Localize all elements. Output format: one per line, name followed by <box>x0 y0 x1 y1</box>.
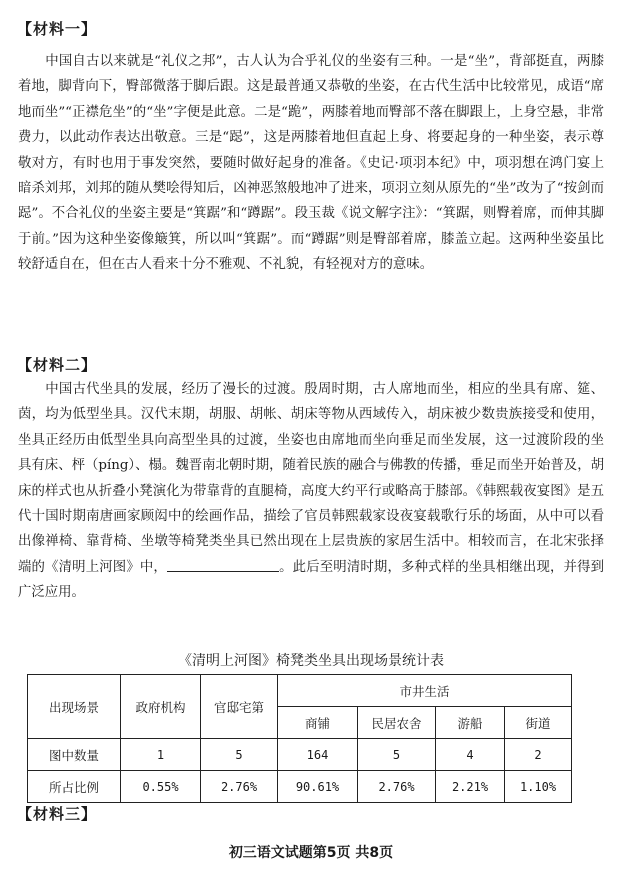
row-header-scene: 出现场景 <box>28 675 121 739</box>
ratio-cell: 2.76% <box>201 771 278 803</box>
col-boat: 游船 <box>436 707 505 739</box>
count-cell: 5 <box>201 739 278 771</box>
col-shop: 商铺 <box>278 707 358 739</box>
table-row-count <box>28 739 572 771</box>
table-title: 《清明上河图》椅凳类坐具出现场景统计表 <box>178 653 444 669</box>
col-gov: 政府机构 <box>121 675 201 739</box>
fill-in-blank[interactable] <box>167 558 279 572</box>
ratio-cell: 0.55% <box>121 771 201 803</box>
ratio-cell: 2.76% <box>358 771 436 803</box>
col-street: 街道 <box>505 707 572 739</box>
count-cell: 4 <box>436 739 505 771</box>
material-two-text-after: 。此后至明清时期，多种式样的坐具相继出现，并得到广泛应用。 <box>18 559 605 601</box>
stats-table <box>27 674 572 803</box>
col-official: 官邸宅第 <box>201 675 278 739</box>
count-cell: 164 <box>278 739 358 771</box>
count-label: 图中数量 <box>28 739 121 771</box>
material-one-text: 中国自古以来就是“礼仪之邦”，古人认为合乎礼仪的坐姿有三种。一是“坐”，背部挺直，两膝着地，脚背向下，臀部微落于脚后跟。这是最普通又恭敬的坐姿，在古代生活中比较常见，成语“席地而坐”“正襟危坐”的“坐”字便是此意。二是“跪”，两膝着地而臀部不落在脚跟上，上身空悬，非常费力，以此动作表达出敬意。三是“跽”，这是两膝着地但直起上身、将要起身的一种坐姿，表示尊敬对方，有时也用于事发突然，要随时做好起身的准备。《史记·项羽本纪》中，项羽想在鸿门宴上暗杀刘邦，刘邦的随从樊哙得知后，凶神恶煞般地冲了进来，项羽立刻从原先的“坐”改为了“按剑而跽”。不合礼仪的坐姿主要是“箕踞”和“蹲踞”。段玉裁《说文解字注》：“箕踞，则臀着席，而伸其脚于前。”因为这种坐姿像簸箕，所以叫“箕踞”。而“蹲踞”则是臀部着席，膝盖立起。这两种坐姿虽比较舒适自在，但在古人看来十分不雅观、不礼貌，有轻视对方的意味。 <box>18 54 604 273</box>
count-cell: 1 <box>121 739 201 771</box>
material-one-heading: 【材料一】 <box>17 20 98 38</box>
material-three-heading: 【材料三】 <box>17 805 98 823</box>
count-cell: 5 <box>358 739 436 771</box>
ratio-cell: 1.10% <box>505 771 572 803</box>
ratio-cell: 90.61% <box>278 771 358 803</box>
ratio-label: 所占比例 <box>28 771 121 803</box>
material-two-text-before: 中国古代坐具的发展，经历了漫长的过渡。殷周时期，古人席地而坐，相应的坐具有席、筵、茵，均为低型坐具。汉代末期，胡服、胡帐、胡床等物从西域传入，胡床被少数贵族接受和使用，坐具正经历由低型坐具向高型坐具的过渡，坐姿也由席地而坐向垂足而坐发展，这一过渡阶段的坐具有床、枰（píng）、榻。魏晋南北朝时期，随着民族的融合与佛教的传播，垂足而坐开始普及，胡床的样式也从折叠小凳演化为带靠背的直腿椅，高度大约平行或略高于膝部。《韩熙载夜宴图》是五代十国时期南唐画家顾闳中的绘画作品，描绘了官员韩熙载家设夜宴载歌行乐的场面，从中可以看出像禅椅、靠背椅、坐墩等椅凳类坐具已然出现在上层贵族的家居生活中。相较而言，在北宋张择端的《清明上河图》中， <box>18 382 604 575</box>
ratio-cell: 2.21% <box>436 771 505 803</box>
page-footer: 初三语文试题第5页 共8页 <box>228 845 394 861</box>
table-row-ratio <box>28 771 572 803</box>
col-home: 民居农舍 <box>358 707 436 739</box>
table-header-row <box>28 675 572 707</box>
col-group-street-life: 市井生活 <box>278 675 572 707</box>
count-cell: 2 <box>505 739 572 771</box>
material-two-paragraph <box>18 377 604 606</box>
material-one-paragraph <box>18 49 604 278</box>
material-two-heading: 【材料二】 <box>17 356 98 374</box>
